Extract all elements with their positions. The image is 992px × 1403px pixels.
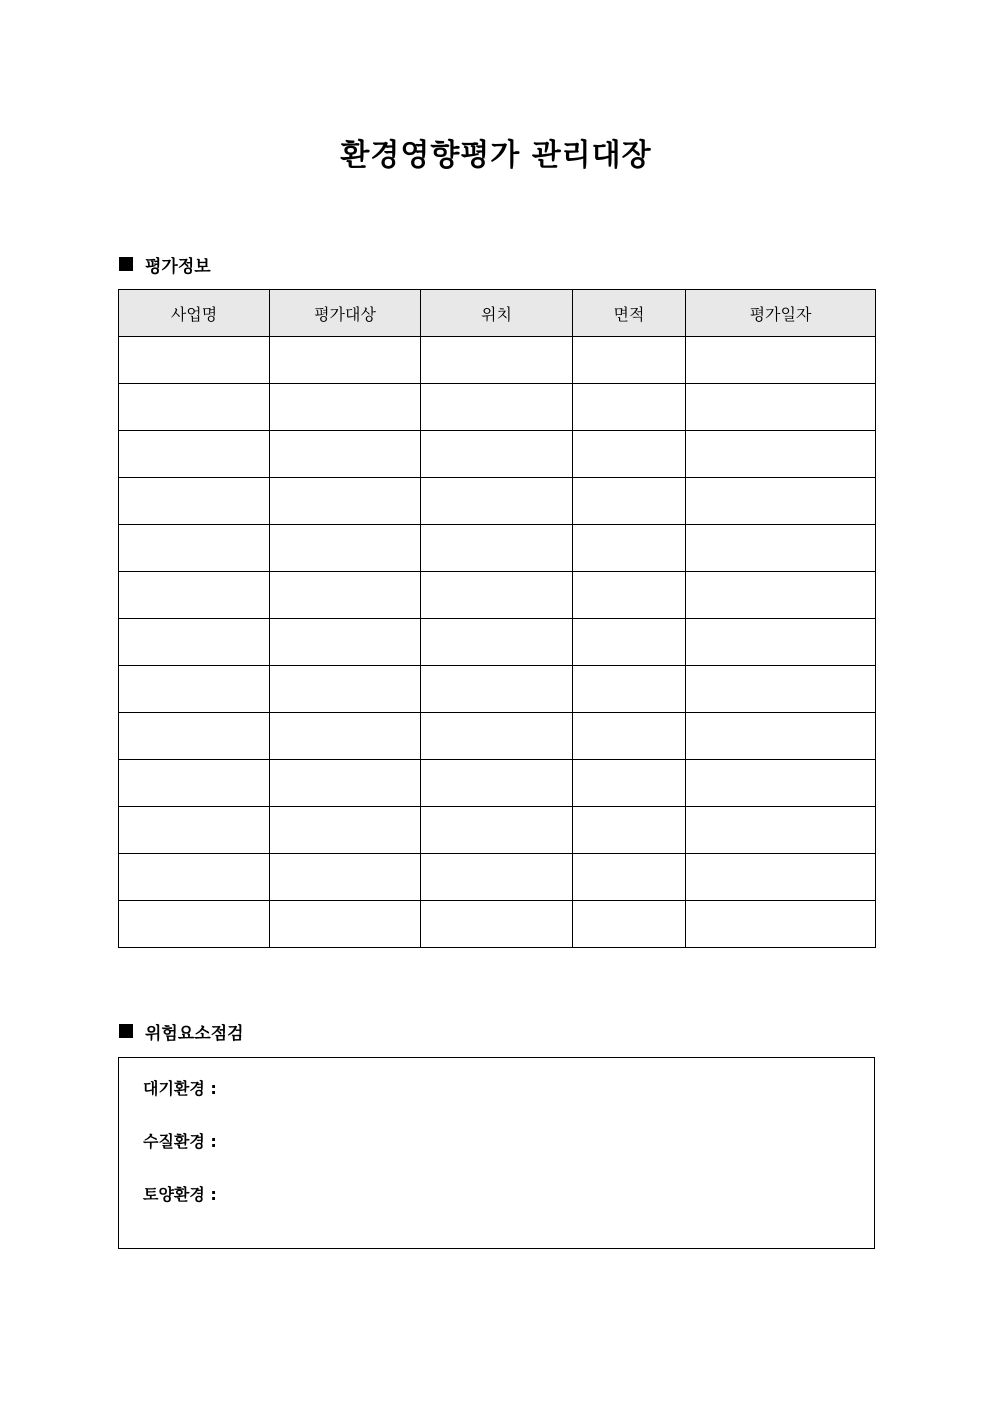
table-cell[interactable] (686, 854, 876, 901)
table-cell[interactable] (686, 431, 876, 478)
table-row (119, 854, 876, 901)
table-cell[interactable] (270, 337, 421, 384)
table-header-row (119, 290, 876, 337)
table-row (119, 807, 876, 854)
table-cell[interactable] (686, 666, 876, 713)
table-cell[interactable] (421, 854, 573, 901)
section-heading-risk (119, 1019, 244, 1043)
table-row (119, 478, 876, 525)
table-cell[interactable] (119, 619, 270, 666)
risk-item-water (143, 1131, 217, 1153)
section-heading-label: 위험요소점검 (145, 1023, 244, 1044)
table-cell[interactable] (573, 337, 686, 384)
table-cell[interactable] (573, 854, 686, 901)
risk-check-box (118, 1057, 875, 1249)
table-cell[interactable] (119, 666, 270, 713)
column-header-evaluation-target: 평가대상 (270, 290, 421, 337)
table-cell[interactable] (686, 337, 876, 384)
table-cell[interactable] (270, 713, 421, 760)
table-row (119, 431, 876, 478)
table-row (119, 666, 876, 713)
column-header-project-name: 사업명 (119, 290, 270, 337)
table-cell[interactable] (270, 760, 421, 807)
table-cell[interactable] (119, 337, 270, 384)
table-cell[interactable] (270, 431, 421, 478)
table-cell[interactable] (573, 572, 686, 619)
table-cell[interactable] (119, 572, 270, 619)
table-cell[interactable] (573, 666, 686, 713)
table-cell[interactable] (421, 525, 573, 572)
table-cell[interactable] (421, 572, 573, 619)
table-cell[interactable] (686, 760, 876, 807)
table-row (119, 713, 876, 760)
table-cell[interactable] (119, 384, 270, 431)
table-cell[interactable] (421, 431, 573, 478)
table-cell[interactable] (421, 337, 573, 384)
square-bullet-icon (119, 257, 133, 271)
table-cell[interactable] (270, 478, 421, 525)
table-cell[interactable] (573, 807, 686, 854)
page-title: 환경영향평가 관리대장 (340, 138, 652, 173)
table-cell[interactable] (686, 572, 876, 619)
column-header-area: 면적 (573, 290, 686, 337)
table-cell[interactable] (686, 713, 876, 760)
table-cell[interactable] (573, 901, 686, 948)
table-row (119, 384, 876, 431)
table-cell[interactable] (119, 713, 270, 760)
section-heading-label: 평가정보 (145, 256, 211, 277)
table-cell[interactable] (421, 384, 573, 431)
risk-item-air (143, 1078, 217, 1100)
table-cell[interactable] (573, 431, 686, 478)
table-cell[interactable] (421, 666, 573, 713)
table-cell[interactable] (119, 807, 270, 854)
table-cell[interactable] (119, 760, 270, 807)
table-row (119, 901, 876, 948)
table-cell[interactable] (421, 619, 573, 666)
risk-item-label: 대기환경 : (143, 1079, 217, 1098)
table-cell[interactable] (686, 384, 876, 431)
table-cell[interactable] (421, 901, 573, 948)
table-cell[interactable] (421, 478, 573, 525)
table-row (119, 525, 876, 572)
table-cell[interactable] (270, 572, 421, 619)
table-cell[interactable] (270, 854, 421, 901)
column-header-evaluation-date: 평가일자 (686, 290, 876, 337)
table-cell[interactable] (270, 384, 421, 431)
table-cell[interactable] (270, 807, 421, 854)
table-cell[interactable] (270, 525, 421, 572)
table-cell[interactable] (573, 713, 686, 760)
table-row (119, 572, 876, 619)
table-cell[interactable] (573, 760, 686, 807)
table-cell[interactable] (686, 619, 876, 666)
evaluation-table (118, 289, 876, 948)
table-cell[interactable] (119, 525, 270, 572)
table-cell[interactable] (270, 901, 421, 948)
table-cell[interactable] (119, 901, 270, 948)
table-cell[interactable] (573, 478, 686, 525)
table-cell[interactable] (686, 478, 876, 525)
table-cell[interactable] (686, 901, 876, 948)
section-heading-evaluation (119, 252, 211, 276)
table-cell[interactable] (119, 854, 270, 901)
table-body (119, 337, 876, 948)
table-cell[interactable] (421, 760, 573, 807)
column-header-location: 위치 (421, 290, 573, 337)
table-row (119, 760, 876, 807)
table-cell[interactable] (573, 384, 686, 431)
risk-item-soil (143, 1184, 217, 1206)
risk-item-label: 토양환경 : (143, 1185, 217, 1204)
table-row (119, 619, 876, 666)
table-cell[interactable] (119, 478, 270, 525)
square-bullet-icon (119, 1024, 133, 1038)
table-row (119, 337, 876, 384)
table-cell[interactable] (421, 713, 573, 760)
risk-item-label: 수질환경 : (143, 1132, 217, 1151)
table-cell[interactable] (686, 525, 876, 572)
table-cell[interactable] (270, 666, 421, 713)
table-cell[interactable] (573, 525, 686, 572)
table-cell[interactable] (421, 807, 573, 854)
table-cell[interactable] (270, 619, 421, 666)
table-cell[interactable] (119, 431, 270, 478)
table-cell[interactable] (686, 807, 876, 854)
table-cell[interactable] (573, 619, 686, 666)
